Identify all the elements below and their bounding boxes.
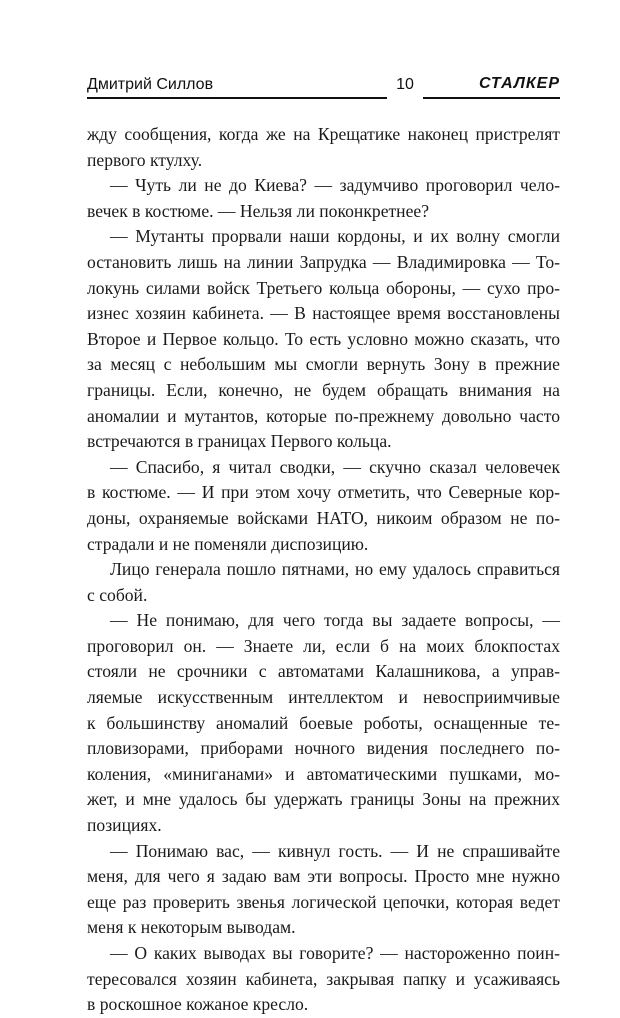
- text-line: в роскошное кожаное кресло.: [87, 994, 309, 1015]
- text-line: проговорил он. — Знаете ли, если б на моих блокпостах: [87, 635, 560, 656]
- text-line: изнес хозяин кабинета. — В настоящее время восстановлены: [87, 303, 560, 324]
- running-head-rule-left: [87, 97, 387, 99]
- text-line: встречаются в границах Первого кольца.: [87, 431, 392, 452]
- text-line: локунь силами войск Третьего кольца обороны, — сухо про-: [87, 277, 560, 298]
- text-line: страдали и не поменяли диспозицию.: [87, 533, 369, 554]
- text-line: еще раз проверить звенья логической цепочки, которая ведет: [87, 891, 560, 912]
- text-line: — Чуть ли не до Киева? — задумчиво проговорил чело-: [110, 175, 560, 196]
- body-text: [87, 122, 560, 1018]
- text-line: жет, и мне удалось бы удержать границы Зоны на прежних: [87, 789, 560, 810]
- running-head-rule-right: [423, 97, 560, 99]
- text-line: доны, охраняемые войсками НАТО, никоим образом не по-: [87, 507, 560, 528]
- text-line: первого ктулху.: [87, 149, 203, 170]
- text-line: аномалии и мутантов, которые по-прежнему довольно часто: [87, 405, 560, 426]
- running-head-series: СТАЛКЕР: [478, 75, 560, 92]
- text-line: — Спасибо, я читал сводки, — скучно сказал человечек: [110, 456, 560, 477]
- text-line: остановить лишь на линии Запрудка — Владимировка — То-: [87, 251, 560, 272]
- text-line: — Мутанты прорвали наши кордоны, и их волну смогли: [110, 226, 560, 247]
- text-line: границы. Если, конечно, не будем обращать внимания на: [87, 379, 560, 400]
- text-line: в костюме. — И при этом хочу отметить, что Северные кор-: [87, 482, 560, 503]
- text-line: пловизорами, приборами ночного видения последнего по-: [87, 738, 560, 759]
- page-number: 10: [396, 76, 414, 93]
- text-line: стояли не срочники с автоматами Калашникова, а управ-: [87, 661, 560, 682]
- text-line: с собой.: [87, 584, 148, 605]
- text-line: коления, «миниганами» и автоматическими пушками, мо-: [87, 763, 560, 784]
- text-line: тересовался хозяин кабинета, закрывая папку и усаживаясь: [87, 968, 560, 989]
- text-line: вечек в костюме. — Нельзя ли поконкретнее?: [87, 200, 430, 221]
- text-line: к большинству аномалий боевые роботы, оснащенные те-: [87, 712, 560, 733]
- text-line: ляемые искусственным интеллектом и невосприимчивые: [87, 687, 560, 708]
- text-line: Второе и Первое кольцо. То есть условно можно сказать, что: [87, 328, 560, 349]
- text-line: за месяц с небольшим мы смогли вернуть Зону в прежние: [87, 354, 560, 375]
- text-line: — Не понимаю, для чего тогда вы задаете вопросы, —: [110, 610, 560, 631]
- text-line: меня, для чего я задаю вам эти вопросы. Просто мне нужно: [87, 866, 560, 887]
- text-line: позициях.: [87, 815, 162, 836]
- text-line: жду сообщения, когда же на Крещатике наконец пристрелят: [87, 124, 560, 144]
- text-line: — Понимаю вас, — кивнул гость. — И не спрашивайте: [110, 840, 560, 861]
- running-head: [87, 72, 560, 102]
- text-line: Лицо генерала пошло пятнами, но ему удалось справиться: [110, 559, 560, 580]
- text-line: меня к некоторым выводам.: [87, 917, 296, 938]
- running-head-author: Дмитрий Силлов: [87, 76, 214, 93]
- text-line: — О каких выводах вы говорите? — настороженно поин-: [110, 943, 560, 963]
